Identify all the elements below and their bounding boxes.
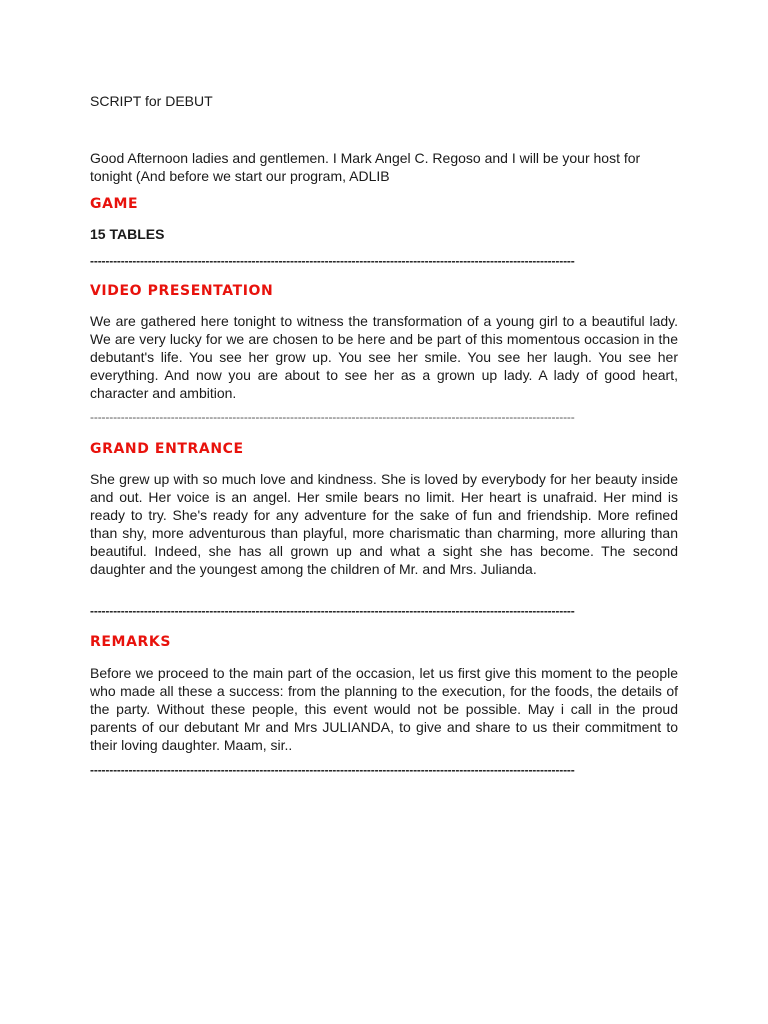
section-heading-game: GAME <box>90 196 139 212</box>
separator-line: ------------------------------------------------------------------------------------------------------------------------------ <box>90 254 575 268</box>
separator-line: ------------------------------------------------------------------------------------------------------------------------------ <box>90 604 575 618</box>
separator-line: ------------------------------------------------------------------------------------------------------------------------------ <box>90 763 575 777</box>
section-heading-grand-entrance: GRAND ENTRANCE <box>90 441 244 457</box>
section-heading-video-presentation: VIDEO PRESENTATION <box>90 283 274 299</box>
separator-line: ------------------------------------------------------------------------------------------------------------------------------ <box>90 410 575 424</box>
section-body-remarks: Before we proceed to the main part of the occasion, let us first give this moment to the people who made all these a success: from the planning to the execution, for the foods, the details of the party. Without these people, this event would not be possible. May i call in the proud parents of our debutant Mr and Mrs JULIANDA, to give and share to us their commitment to their loving daughter. Maam, sir.. <box>90 665 678 753</box>
section-body-grand-entrance: She grew up with so much love and kindness. She is loved by everybody for her beauty inside and out. Her voice is an angel. Her smile bears no limit. Her heart is unafraid. Her mind is ready to try. She's ready for any adventure for the sake of fun and friendship. More refined than shy, more adventurous than playful, more charismatic than charming, more alluring than beautiful. Indeed, she has all grown up and what a sight she has become. The second daughter and the youngest among the children of Mr. and Mrs. Julianda. <box>90 471 678 577</box>
section-subheading-tables: 15 TABLES <box>90 226 165 242</box>
section-body-video-presentation: We are gathered here tonight to witness the transformation of a young girl to a beautiful lady. We are very lucky for we are chosen to be here and be part of this momentous occasion in the debutant's life. You see her grow up. You see her smile. You see her laugh. You see her everything. And now you are about to see her as a grown up lady. A lady of good heart, character and ambition. <box>90 313 678 401</box>
intro-paragraph: Good Afternoon ladies and gentlemen. I Mark Angel C. Regoso and I will be your host for tonight (And before we start our program, ADLIB <box>90 150 641 184</box>
section-heading-remarks: REMARKS <box>90 634 172 650</box>
document-title: SCRIPT for DEBUT <box>90 93 213 109</box>
